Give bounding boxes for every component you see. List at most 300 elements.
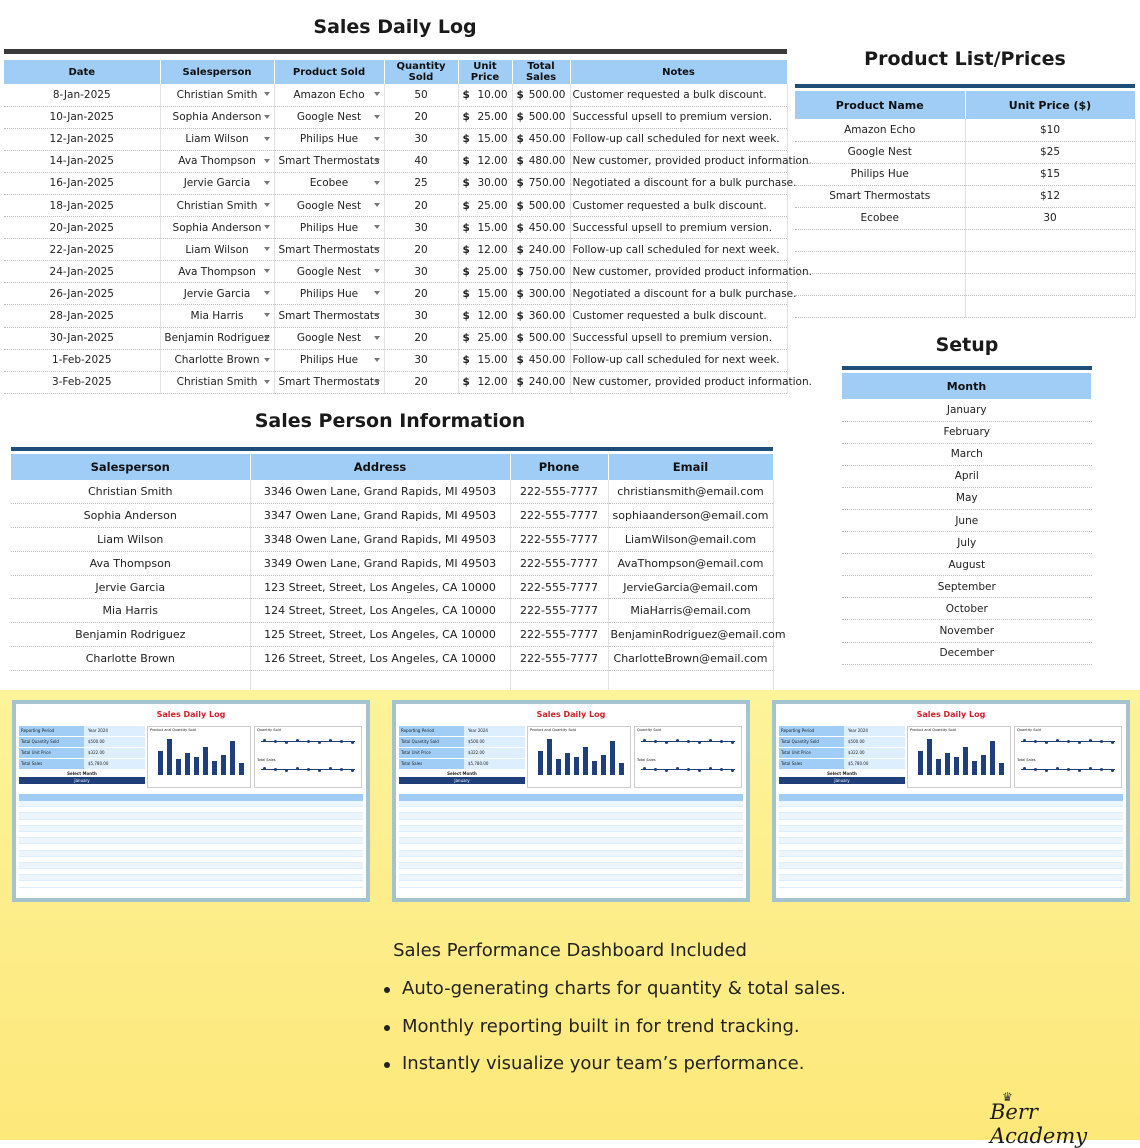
currency-value — [463, 177, 508, 189]
unit-price-cell[interactable] — [458, 84, 512, 106]
notes-cell[interactable]: Follow-up call scheduled for next week. — [570, 239, 787, 261]
amount: 500.00 — [528, 111, 566, 124]
bar — [999, 763, 1004, 775]
date-cell[interactable]: 30-Jan-2025 — [4, 327, 160, 349]
quantity-cell[interactable]: 20 — [384, 239, 458, 261]
quantity-cell[interactable]: 30 — [384, 305, 458, 327]
total-sales-cell[interactable] — [512, 261, 570, 283]
currency-value — [463, 354, 508, 366]
salesperson-dropdown[interactable] — [160, 217, 274, 239]
amount: 30.00 — [477, 177, 508, 190]
product-price-cell[interactable]: $10 — [965, 119, 1135, 141]
currency-value — [463, 376, 508, 388]
col-header-phone[interactable]: Phone — [510, 454, 608, 480]
product-dropdown[interactable] — [274, 128, 384, 150]
quantity-cell[interactable]: 20 — [384, 327, 458, 349]
empty-cell[interactable] — [795, 295, 965, 317]
bar — [230, 741, 235, 775]
table-row — [842, 399, 1092, 421]
person-name-cell[interactable]: Christian Smith — [11, 480, 250, 504]
product-value: Smart Thermostats — [278, 155, 380, 168]
product-dropdown[interactable] — [274, 84, 384, 106]
month-cell[interactable]: October — [842, 598, 1092, 620]
notes-cell[interactable]: Successful upsell to premium version. — [570, 217, 787, 239]
product-dropdown[interactable] — [274, 150, 384, 172]
month-cell[interactable]: September — [842, 576, 1092, 598]
chevron-down-icon[interactable] — [374, 225, 380, 229]
product-dropdown[interactable] — [274, 371, 384, 393]
notes-cell[interactable]: Negotiated a discount for a bulk purchase. — [570, 283, 787, 305]
total-sales-cell[interactable] — [512, 327, 570, 349]
month-cell[interactable]: April — [842, 465, 1092, 487]
chevron-down-icon[interactable] — [264, 225, 270, 229]
salesperson-dropdown[interactable] — [160, 128, 274, 150]
product-dropdown[interactable] — [274, 172, 384, 194]
kpi-row — [19, 726, 145, 736]
notes-cell[interactable]: Customer requested a bulk discount. — [570, 305, 787, 327]
notes-cell[interactable]: New customer, provided product information. — [570, 261, 787, 283]
chevron-down-icon[interactable] — [374, 269, 380, 273]
date-cell[interactable]: 26-Jan-2025 — [4, 283, 160, 305]
person-name-cell[interactable]: Benjamin Rodriguez — [11, 623, 250, 647]
total-sales-cell[interactable] — [512, 239, 570, 261]
total-sales-cell[interactable] — [512, 128, 570, 150]
setup-title-rule — [842, 366, 1092, 370]
notes-cell[interactable]: Follow-up call scheduled for next week. — [570, 128, 787, 150]
person-name-cell[interactable]: Liam Wilson — [11, 528, 250, 552]
address-cell[interactable]: 3349 Owen Lane, Grand Rapids, MI 49503 — [250, 551, 510, 575]
salesperson-dropdown[interactable] — [160, 283, 274, 305]
trend-point — [1023, 739, 1026, 742]
product-dropdown[interactable] — [274, 239, 384, 261]
unit-price-cell[interactable] — [458, 371, 512, 393]
unit-price-cell[interactable] — [458, 239, 512, 261]
unit-price-cell[interactable] — [458, 349, 512, 371]
col-header-email[interactable]: Email — [608, 454, 773, 480]
chevron-down-icon[interactable] — [264, 291, 270, 295]
salesperson-dropdown[interactable] — [160, 305, 274, 327]
month-selector[interactable]: January — [19, 777, 145, 784]
table-row — [4, 128, 787, 150]
total-sales-cell[interactable] — [512, 305, 570, 327]
currency-symbol: $ — [462, 265, 470, 278]
product-dropdown[interactable] — [274, 283, 384, 305]
salesperson-dropdown[interactable] — [160, 106, 274, 128]
col-header-product-price[interactable]: Unit Price ($) — [965, 91, 1135, 119]
month-cell[interactable]: May — [842, 487, 1092, 509]
amount: 15.00 — [477, 221, 508, 234]
total-sales-cell[interactable] — [512, 106, 570, 128]
notes-cell[interactable]: Customer requested a bulk discount. — [570, 194, 787, 216]
notes-cell[interactable]: Negotiated a discount for a bulk purchase. — [570, 172, 787, 194]
product-price-cell[interactable]: 30 — [965, 207, 1135, 229]
product-price-cell[interactable]: $25 — [965, 141, 1135, 163]
bar — [547, 739, 552, 775]
quantity-cell[interactable]: 20 — [384, 194, 458, 216]
brand-name: Berr Academy — [990, 1100, 1088, 1148]
col-header-product-name[interactable]: Product Name — [795, 91, 965, 119]
chevron-down-icon[interactable] — [264, 159, 270, 163]
quantity-cell[interactable]: 30 — [384, 261, 458, 283]
notes-cell[interactable]: Successful upsell to premium version. — [570, 327, 787, 349]
month-cell[interactable]: January — [842, 399, 1092, 421]
person-name-cell[interactable]: Mia Harris — [11, 599, 250, 623]
sales-log-title: Sales Daily Log — [313, 16, 477, 38]
sales-person-header-row — [11, 454, 773, 480]
person-name-cell[interactable]: Jervie Garcia — [11, 575, 250, 599]
date-cell[interactable]: 20-Jan-2025 — [4, 217, 160, 239]
date-cell[interactable]: 14-Jan-2025 — [4, 150, 160, 172]
address-cell[interactable]: 3346 Owen Lane, Grand Rapids, MI 49503 — [250, 480, 510, 504]
chevron-down-icon[interactable] — [264, 313, 270, 317]
col-header-notes[interactable]: Notes — [570, 60, 787, 84]
product-name-cell[interactable]: Google Nest — [795, 141, 965, 163]
promo-copy — [0, 940, 1140, 1074]
chevron-down-icon[interactable] — [264, 247, 270, 251]
salesperson-dropdown[interactable] — [160, 84, 274, 106]
bar — [556, 759, 561, 775]
setup-title: Setup — [935, 334, 999, 356]
table-row — [795, 207, 1135, 229]
email-cell[interactable]: BenjaminRodriguez@email.com — [608, 623, 773, 647]
total-sales-cell[interactable] — [512, 371, 570, 393]
unit-price-cell[interactable] — [458, 217, 512, 239]
salesperson-dropdown[interactable] — [160, 194, 274, 216]
product-price-cell[interactable]: $15 — [965, 163, 1135, 185]
chevron-down-icon[interactable] — [264, 269, 270, 273]
currency-value — [463, 310, 508, 322]
table-row — [795, 185, 1135, 207]
phone-cell[interactable]: 222-555-7777 — [510, 480, 608, 504]
trend-point — [351, 769, 354, 772]
currency-value — [463, 288, 508, 300]
bar — [221, 755, 226, 775]
promo-bullet: Auto-generating charts for quantity & total sales. — [384, 978, 846, 1016]
email-cell[interactable]: christiansmith@email.com — [608, 480, 773, 504]
unit-price-cell[interactable] — [458, 128, 512, 150]
address-cell[interactable]: 126 Street, Street, Los Angeles, CA 10000 — [250, 647, 510, 671]
notes-cell[interactable]: Successful upsell to premium version. — [570, 106, 787, 128]
product-dropdown[interactable] — [274, 261, 384, 283]
empty-cell[interactable] — [795, 251, 965, 273]
dashboard-title: Sales Daily Log — [156, 710, 226, 719]
chevron-down-icon[interactable] — [374, 137, 380, 141]
amount: 15.00 — [477, 287, 508, 300]
phone-cell[interactable]: 222-555-7777 — [510, 647, 608, 671]
kpi-value: $500.00 — [84, 737, 145, 747]
trend-point — [307, 768, 310, 771]
address-cell[interactable]: 3348 Owen Lane, Grand Rapids, MI 49503 — [250, 528, 510, 552]
chevron-down-icon[interactable] — [264, 358, 270, 362]
currency-value — [463, 111, 508, 123]
kpi-value: $5,780.00 — [844, 759, 905, 769]
phone-cell[interactable]: 222-555-7777 — [510, 551, 608, 575]
quantity-cell[interactable]: 50 — [384, 84, 458, 106]
kpi-row — [779, 759, 905, 769]
col-header-address[interactable]: Address — [250, 454, 510, 480]
amount: 15.00 — [477, 354, 508, 367]
trend-point — [340, 740, 343, 743]
trend-point — [665, 769, 668, 772]
chevron-down-icon[interactable] — [264, 336, 270, 340]
chevron-down-icon[interactable] — [374, 291, 380, 295]
total-sales-cell[interactable] — [512, 194, 570, 216]
bar — [583, 747, 588, 775]
trend-point — [1056, 767, 1059, 770]
date-cell[interactable]: 8-Jan-2025 — [4, 84, 160, 106]
email-cell[interactable]: AvaThompson@email.com — [608, 551, 773, 575]
chevron-down-icon[interactable] — [264, 181, 270, 185]
product-name-cell[interactable]: Amazon Echo — [795, 119, 965, 141]
col-header-total-sales[interactable]: Total Sales — [512, 60, 570, 84]
trend-point — [263, 739, 266, 742]
currency-symbol: $ — [462, 111, 470, 124]
total-sales-cell[interactable] — [512, 349, 570, 371]
line-chart2-label: Total Sales — [257, 758, 276, 762]
col-header-unit-price[interactable]: Unit Price — [458, 60, 512, 84]
dashboard-screen — [16, 704, 366, 898]
month-selector[interactable]: January — [779, 777, 905, 784]
total-sales-cell[interactable] — [512, 150, 570, 172]
empty-cell[interactable] — [965, 273, 1135, 295]
date-cell[interactable]: 24-Jan-2025 — [4, 261, 160, 283]
quantity-cell[interactable]: 20 — [384, 283, 458, 305]
chevron-down-icon[interactable] — [374, 159, 380, 163]
trend-point — [1111, 769, 1114, 772]
bar — [601, 755, 606, 775]
date-cell[interactable]: 16-Jan-2025 — [4, 172, 160, 194]
kpi-value: $5,780.00 — [84, 759, 145, 769]
product-value: Ecobee — [309, 177, 349, 190]
table-row — [11, 599, 773, 623]
currency-value — [517, 177, 566, 189]
month-selector[interactable]: January — [399, 777, 525, 784]
unit-price-cell[interactable] — [458, 106, 512, 128]
product-list-title-rule — [795, 84, 1135, 88]
select-month-label: Select Month — [67, 771, 97, 776]
email-cell[interactable]: LiamWilson@email.com — [608, 528, 773, 552]
salesperson-value: Christian Smith — [176, 199, 258, 212]
email-cell[interactable]: CharlotteBrown@email.com — [608, 647, 773, 671]
phone-cell[interactable]: 222-555-7777 — [510, 599, 608, 623]
chevron-down-icon[interactable] — [264, 115, 270, 119]
col-header-salesperson[interactable]: Salesperson — [160, 60, 274, 84]
table-row — [4, 106, 787, 128]
salesperson-dropdown[interactable] — [160, 239, 274, 261]
trend-point — [285, 741, 288, 744]
unit-price-cell[interactable] — [458, 150, 512, 172]
product-list-header-row — [795, 91, 1135, 119]
trend-point — [1045, 769, 1048, 772]
trend-point — [731, 741, 734, 744]
salesperson-dropdown[interactable] — [160, 261, 274, 283]
phone-cell[interactable]: 222-555-7777 — [510, 504, 608, 528]
quantity-cell[interactable]: 30 — [384, 128, 458, 150]
trend-point — [1056, 739, 1059, 742]
address-cell[interactable]: 123 Street, Street, Los Angeles, CA 10000 — [250, 575, 510, 599]
chevron-down-icon[interactable] — [374, 313, 380, 317]
month-cell[interactable]: June — [842, 509, 1092, 531]
product-dropdown[interactable] — [274, 349, 384, 371]
unit-price-cell[interactable] — [458, 327, 512, 349]
empty-cell[interactable] — [795, 229, 965, 251]
currency-symbol: $ — [462, 287, 470, 300]
amount: 12.00 — [477, 376, 508, 389]
date-cell[interactable]: 12-Jan-2025 — [4, 128, 160, 150]
empty-cell[interactable] — [965, 295, 1135, 317]
amount: 500.00 — [528, 332, 566, 345]
notes-cell[interactable]: New customer, provided product information. — [570, 150, 787, 172]
product-value: Philips Hue — [299, 221, 359, 234]
chevron-down-icon[interactable] — [264, 203, 270, 207]
select-month-label: Select Month — [827, 771, 857, 776]
phone-cell[interactable]: 222-555-7777 — [510, 528, 608, 552]
total-sales-cell[interactable] — [512, 84, 570, 106]
currency-value — [517, 266, 566, 278]
amount: 750.00 — [528, 177, 566, 190]
chevron-down-icon[interactable] — [374, 247, 380, 251]
table-row — [4, 327, 787, 349]
chevron-down-icon[interactable] — [374, 358, 380, 362]
salesperson-dropdown[interactable] — [160, 349, 274, 371]
chevron-down-icon[interactable] — [374, 336, 380, 340]
product-price-cell[interactable]: $12 — [965, 185, 1135, 207]
notes-cell[interactable]: Customer requested a bulk discount. — [570, 84, 787, 106]
date-cell[interactable]: 3-Feb-2025 — [4, 371, 160, 393]
chevron-down-icon[interactable] — [264, 92, 270, 96]
product-value: Google Nest — [296, 265, 362, 278]
empty-cell[interactable] — [965, 251, 1135, 273]
bar — [574, 757, 579, 775]
line-chart2-label: Total Sales — [1017, 758, 1036, 762]
address-cell[interactable]: 125 Street, Street, Los Angeles, CA 10000 — [250, 623, 510, 647]
dashboard-preview-3 — [772, 700, 1130, 902]
notes-cell[interactable]: Follow-up call scheduled for next week. — [570, 349, 787, 371]
chevron-down-icon[interactable] — [264, 380, 270, 384]
product-name-cell[interactable]: Ecobee — [795, 207, 965, 229]
salesperson-dropdown[interactable] — [160, 371, 274, 393]
product-dropdown[interactable] — [274, 217, 384, 239]
amount: 450.00 — [528, 354, 566, 367]
salesperson-dropdown[interactable] — [160, 150, 274, 172]
kpi-panel — [779, 726, 905, 784]
total-sales-cell[interactable] — [512, 217, 570, 239]
unit-price-cell[interactable] — [458, 283, 512, 305]
salesperson-dropdown[interactable] — [160, 327, 274, 349]
person-name-cell[interactable]: Charlotte Brown — [11, 647, 250, 671]
chevron-down-icon[interactable] — [374, 380, 380, 384]
month-cell[interactable]: March — [842, 443, 1092, 465]
col-header-quantity[interactable]: Quantity Sold — [384, 60, 458, 84]
kpi-row — [19, 748, 145, 758]
phone-cell[interactable]: 222-555-7777 — [510, 623, 608, 647]
month-cell[interactable]: August — [842, 554, 1092, 576]
unit-price-cell[interactable] — [458, 194, 512, 216]
chevron-down-icon[interactable] — [374, 203, 380, 207]
date-cell[interactable]: 10-Jan-2025 — [4, 106, 160, 128]
salesperson-dropdown[interactable] — [160, 172, 274, 194]
unit-price-cell[interactable] — [458, 261, 512, 283]
table-row — [4, 349, 787, 371]
col-header-product[interactable]: Product Sold — [274, 60, 384, 84]
date-cell[interactable]: 1-Feb-2025 — [4, 349, 160, 371]
total-sales-cell[interactable] — [512, 283, 570, 305]
product-dropdown[interactable] — [274, 327, 384, 349]
product-value: Amazon Echo — [293, 88, 365, 101]
month-cell[interactable]: November — [842, 620, 1092, 642]
date-cell[interactable]: 22-Jan-2025 — [4, 239, 160, 261]
person-name-cell[interactable]: Sophia Anderson — [11, 504, 250, 528]
date-cell[interactable]: 28-Jan-2025 — [4, 305, 160, 327]
currency-symbol: $ — [462, 376, 470, 389]
chevron-down-icon[interactable] — [374, 92, 380, 96]
month-cell[interactable]: February — [842, 421, 1092, 443]
currency-symbol: $ — [516, 243, 524, 256]
person-name-cell[interactable]: Ava Thompson — [11, 551, 250, 575]
month-cell[interactable]: December — [842, 642, 1092, 664]
bar — [176, 759, 181, 775]
address-cell[interactable]: 124 Street, Street, Los Angeles, CA 10000 — [250, 599, 510, 623]
product-dropdown[interactable] — [274, 305, 384, 327]
trend-point — [329, 739, 332, 742]
product-dropdown[interactable] — [274, 194, 384, 216]
quantity-cell[interactable]: 20 — [384, 106, 458, 128]
date-cell[interactable]: 18-Jan-2025 — [4, 194, 160, 216]
kpi-value: $322.00 — [844, 748, 905, 758]
total-sales-cell[interactable] — [512, 172, 570, 194]
salesperson-value: Mia Harris — [190, 309, 244, 322]
email-cell[interactable]: sophiaanderson@email.com — [608, 504, 773, 528]
phone-cell[interactable]: 222-555-7777 — [510, 575, 608, 599]
currency-symbol: $ — [516, 111, 524, 124]
unit-price-cell[interactable] — [458, 305, 512, 327]
unit-price-cell[interactable] — [458, 172, 512, 194]
quantity-cell[interactable]: 30 — [384, 349, 458, 371]
email-cell[interactable]: MiaHarris@email.com — [608, 599, 773, 623]
currency-symbol: $ — [516, 376, 524, 389]
product-name-cell[interactable]: Smart Thermostats — [795, 185, 965, 207]
kpi-value: $322.00 — [84, 748, 145, 758]
quantity-cell[interactable]: 20 — [384, 371, 458, 393]
col-header-person-name[interactable]: Salesperson — [11, 454, 250, 480]
currency-symbol: $ — [462, 243, 470, 256]
product-name-cell[interactable]: Philips Hue — [795, 163, 965, 185]
empty-cell[interactable] — [965, 229, 1135, 251]
chevron-down-icon[interactable] — [374, 115, 380, 119]
quantity-cell[interactable]: 30 — [384, 217, 458, 239]
email-cell[interactable]: JervieGarcia@email.com — [608, 575, 773, 599]
product-value: Google Nest — [296, 199, 362, 212]
currency-symbol: $ — [462, 88, 470, 101]
notes-cell[interactable]: New customer, provided product information. — [570, 371, 787, 393]
currency-value — [517, 200, 566, 212]
month-cell[interactable]: July — [842, 532, 1092, 554]
col-header-month[interactable]: Month — [842, 373, 1092, 399]
quantity-cell[interactable]: 25 — [384, 172, 458, 194]
chevron-down-icon[interactable] — [374, 181, 380, 185]
col-header-date[interactable]: Date — [4, 60, 160, 84]
table-row — [842, 509, 1092, 531]
promo-heading: Sales Performance Dashboard Included — [393, 940, 747, 961]
quantity-cell[interactable]: 40 — [384, 150, 458, 172]
empty-cell[interactable] — [795, 273, 965, 295]
chevron-down-icon[interactable] — [264, 137, 270, 141]
product-dropdown[interactable] — [274, 106, 384, 128]
line-chart2-label: Total Sales — [637, 758, 656, 762]
sales-person-table — [11, 454, 786, 695]
address-cell[interactable]: 3347 Owen Lane, Grand Rapids, MI 49503 — [250, 504, 510, 528]
product-value: Smart Thermostats — [278, 309, 380, 322]
